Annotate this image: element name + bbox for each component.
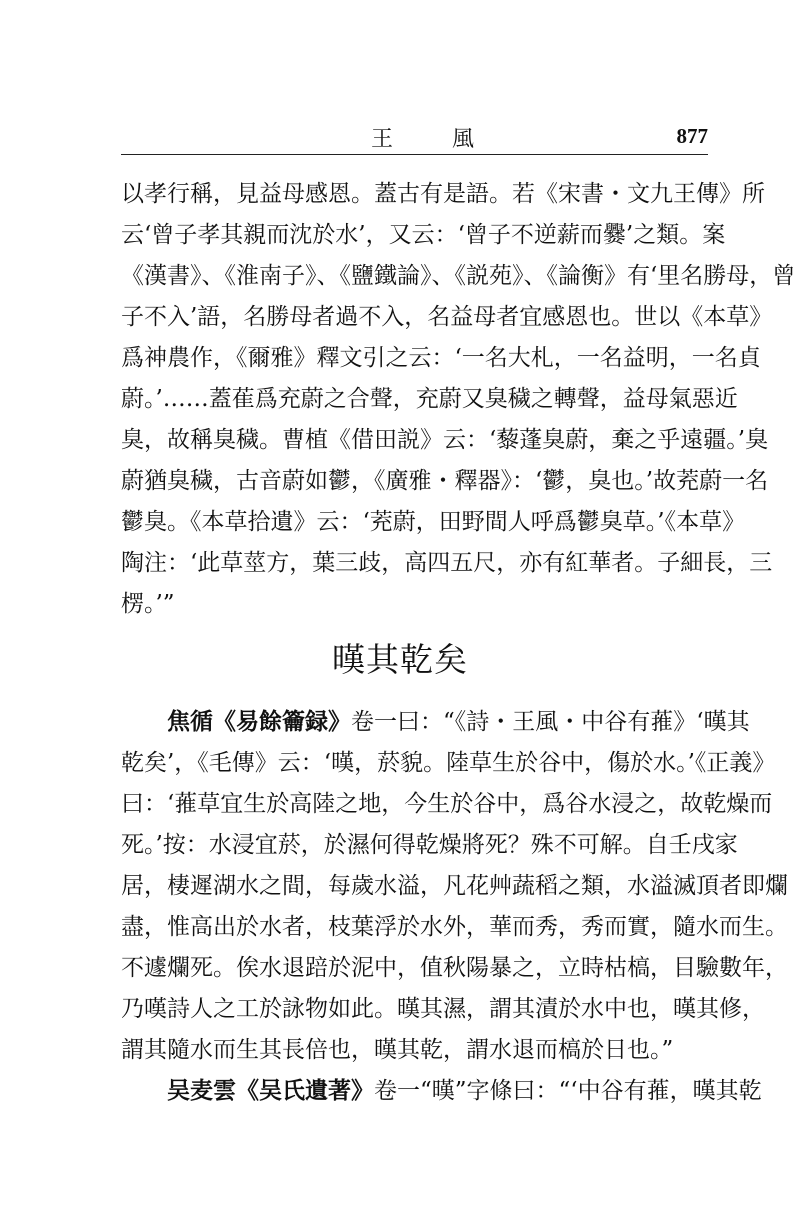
page-header: [121, 118, 708, 158]
text-line: 居，棲遲湖水之間，每歲水溢，凡花艸蔬稻之類，水溢滅頂者即爛: [121, 873, 788, 899]
text-line: 死。’按：水浸宜菸，於濕何得乾燥將死？殊不可解。自壬戌家: [121, 832, 738, 858]
source-label: 焦循《易餘籥録》: [167, 708, 351, 735]
paragraph-first-line: [167, 703, 750, 741]
text-line: 乾矣’，《毛傳》云：‘暵，菸貌。陸草生於谷中，傷於水。’《正義》: [121, 750, 776, 776]
source-label: 吴麦雲《吴氏遺著》: [167, 1077, 374, 1104]
page-number: 877: [676, 124, 708, 148]
text-line: 盡，惟高出於水者，枝葉浮於水外，華而秀，秀而實，隨水而生。: [121, 914, 788, 940]
text-line: 楞。’”: [121, 591, 175, 617]
text-line: 不遽爛死。俟水退踣於泥中，值秋陽暴之，立時枯槁，目驗數年，: [121, 955, 788, 981]
text-span: 卷一“暵”字條曰：“‘中谷有蓷，暵其乾: [374, 1078, 762, 1104]
text-line: 臭，故稱臭穢。曹植《借田説》云：‘藜蓬臭蔚，棄之乎遠疆。’臭: [121, 427, 769, 453]
text-line: 以孝行稱，見益母感恩。蓋古有是語。若《宋書・文九王傳》所: [121, 181, 765, 207]
text-line: 曰：‘蓷草宜生於高陸之地，今生於谷中，爲谷水浸之，故乾燥而: [121, 791, 773, 817]
text-span: 卷一曰：“《詩・王風・中谷有蓷》‘暵其: [351, 709, 750, 735]
text-line: 《漢書》、《淮南子》、《鹽鐵論》、《説苑》、《論衡》有‘里名勝母，曾: [121, 263, 796, 289]
running-title: 王 風: [371, 127, 500, 152]
section-title: 暵其乾矣: [332, 640, 468, 679]
text-line: 鬱臭。《本草拾遺》云：‘茺蔚，田野間人呼爲鬱臭草。’《本草》: [121, 509, 746, 535]
text-line: 乃嘆詩人之工於詠物如此。暵其濕，謂其漬於水中也，暵其修，: [121, 996, 765, 1022]
text-line: 陶注：‘此草莖方，葉三歧，高四五尺，亦有紅華者。子細長，三: [121, 550, 773, 576]
text-line: 云‘曾子孝其親而沈於水’，又云：‘曾子不逆薪而爨’之類。案: [121, 222, 726, 248]
paragraph-first-line: [167, 1072, 762, 1110]
text-line: 爲神農作，《爾雅》釋文引之云：‘一名大札，一名益明，一名貞: [121, 345, 761, 371]
text-line: 蔚猶臭穢，古音蔚如鬱，《廣雅・釋器》：‘鬱，臭也。’故茺蔚一名: [121, 468, 769, 494]
text-line: 謂其隨水而生其長倍也，暵其乾，謂水退而槁於日也。”: [121, 1037, 674, 1063]
text-line: 蔚。’……蓋萑爲充蔚之合聲，充蔚又臭穢之轉聲，益母氣惡近: [121, 386, 738, 412]
header-rule: [121, 154, 708, 155]
text-line: 子不入’語，名勝母者過不入，名益母者宜感恩也。世以《本草》: [121, 304, 773, 330]
